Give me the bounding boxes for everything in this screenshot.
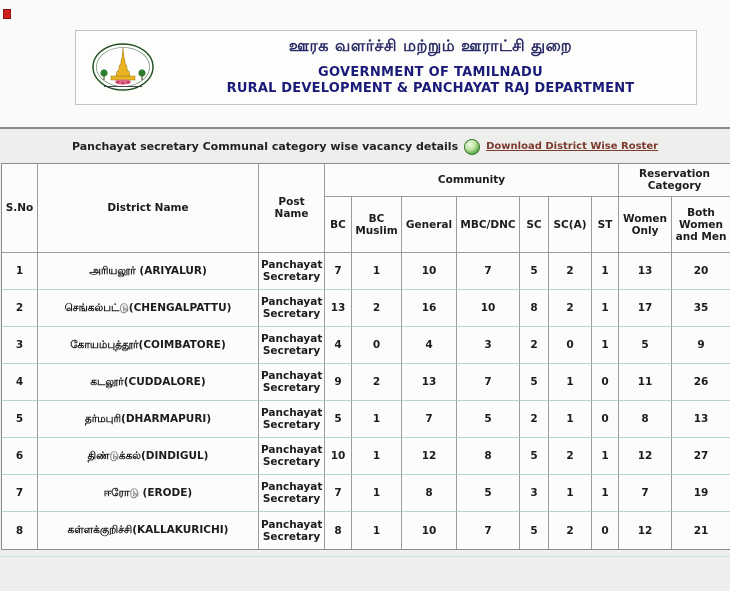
bc-muslim-cell: 1 (352, 401, 402, 438)
sc-cell: 5 (520, 364, 549, 401)
post-name-cell: Panchayat Secretary (259, 401, 325, 438)
sc-a-cell: 1 (549, 364, 592, 401)
post-name-cell: Panchayat Secretary (259, 512, 325, 549)
both-women-and-men-cell: 21 (693, 524, 709, 537)
bc-cell: 7 (325, 475, 352, 512)
col-header-district-name: District Name (38, 164, 259, 253)
header-text-block (171, 35, 690, 97)
district-name-cell: கோயம்புத்தூர்(COIMBATORE) (38, 327, 259, 364)
caption-title: Panchayat secretary Communal category wise vacancy details (71, 140, 459, 153)
tamilnadu-emblem-logo (90, 42, 156, 92)
table-row (2, 364, 730, 401)
bc-cell: 4 (325, 327, 352, 364)
sc-cell: 5 (520, 253, 549, 290)
sc-cell: 2 (520, 327, 549, 364)
bc-muslim-cell: 2 (352, 364, 402, 401)
st-cell: 1 (592, 475, 619, 512)
col-header-sno: S.No (2, 164, 38, 253)
both-women-and-men-cell: 26 (672, 364, 730, 401)
mbc-dnc-cell: 3 (457, 327, 520, 364)
women-only-cell: 17 (619, 290, 672, 327)
general-cell: 12 (402, 438, 457, 475)
sc-cell: 5 (520, 438, 549, 475)
district-name-cell: கடலூர்(CUDDALORE) (38, 364, 259, 401)
sc-a-cell: 2 (549, 438, 592, 475)
both-women-and-men-cell: 20 (672, 253, 730, 290)
bc-muslim-cell: 2 (352, 290, 402, 327)
page-header (75, 30, 697, 105)
sc-a-cell: 2 (549, 253, 592, 290)
table-row (2, 401, 730, 438)
district-name-cell: அரியலூர் (ARIYALUR) (38, 253, 259, 290)
general-cell: 8 (402, 475, 457, 512)
table-header-group-row (2, 164, 730, 197)
district-name-cell: தர்மபுரி(DHARMAPURI) (38, 401, 259, 438)
sc-a-cell: 1 (549, 401, 592, 438)
bc-muslim-cell: 1 (352, 438, 402, 475)
bc-cell: 10 (325, 438, 352, 475)
st-cell: 0 (592, 401, 619, 438)
col-header-post-name: Post Name (259, 164, 325, 253)
general-cell: 10 (402, 512, 457, 549)
bc-muslim-cell: 1 (352, 475, 402, 512)
women-only-cell: 12 (619, 438, 672, 475)
sc-cell: 3 (520, 475, 549, 512)
table-row (2, 438, 730, 475)
sc-a-cell: 2 (549, 290, 592, 327)
sc-cell: 5 (520, 512, 549, 549)
bc-cell: 7 (325, 253, 352, 290)
general-cell: 13 (402, 364, 457, 401)
col-header-bc: BC (325, 197, 352, 253)
women-only-cell: 8 (619, 401, 672, 438)
broken-image-icon (3, 9, 11, 19)
general-cell: 16 (402, 290, 457, 327)
col-header-bc-muslim: BC Muslim (352, 197, 402, 253)
bottom-rule (0, 556, 730, 557)
col-header-general: General (402, 197, 457, 253)
mbc-dnc-cell: 7 (457, 253, 520, 290)
download-district-wise-roster-link[interactable]: Download District Wise Roster (486, 141, 659, 152)
sno-cell: 3 (2, 327, 38, 364)
mbc-dnc-cell: 7 (457, 512, 520, 549)
district-name-cell: செங்கல்பட்டு(CHENGALPATTU) (38, 290, 259, 327)
department-title: RURAL DEVELOPMENT & PANCHAYAT RAJ DEPARTMENT (226, 81, 635, 96)
sno-cell: 5 (2, 401, 38, 438)
general-cell: 10 (402, 253, 457, 290)
sno-cell: 1 (2, 253, 38, 290)
mbc-dnc-cell: 7 (457, 364, 520, 401)
mbc-dnc-cell: 8 (457, 438, 520, 475)
both-women-and-men-cell: 9 (672, 327, 730, 364)
district-name-cell: திண்டுக்கல்(DINDIGUL) (38, 438, 259, 475)
bc-cell: 8 (325, 512, 352, 549)
both-women-and-men-cell: 19 (672, 475, 730, 512)
department-title-tamil: ஊரக வளர்ச்சி மற்றும் ஊராட்சி துறை (288, 36, 573, 55)
post-name-cell: Panchayat Secretary (259, 475, 325, 512)
vacancy-table (1, 163, 730, 550)
table-row (2, 475, 730, 512)
post-name-cell: Panchayat Secretary (259, 290, 325, 327)
st-cell: 0 (592, 364, 619, 401)
post-name-cell: Panchayat Secretary (259, 327, 325, 364)
table-body (2, 253, 730, 549)
mbc-dnc-cell: 5 (457, 475, 520, 512)
bc-muslim-cell: 1 (352, 512, 402, 549)
sc-cell: 2 (520, 401, 549, 438)
sno-cell: 8 (2, 512, 38, 549)
bc-cell: 9 (325, 364, 352, 401)
general-cell: 4 (402, 327, 457, 364)
sno-cell: 4 (2, 364, 38, 401)
st-cell: 1 (592, 327, 619, 364)
table-caption (0, 131, 730, 162)
table-row (2, 327, 730, 364)
both-women-and-men-cell: 13 (672, 401, 730, 438)
st-cell: 1 (592, 253, 619, 290)
col-header-women-only: Women Only (619, 197, 672, 253)
bc-muslim-cell: 1 (352, 253, 402, 290)
post-name-cell: Panchayat Secretary (259, 253, 325, 290)
st-cell: 1 (592, 290, 619, 327)
district-name-cell: ஈரோடு (ERODE) (38, 475, 259, 512)
col-header-st: ST (592, 197, 619, 253)
st-cell: 0 (592, 512, 619, 549)
bc-muslim-cell: 0 (352, 327, 402, 364)
government-title: GOVERNMENT OF TAMILNADU (318, 65, 543, 80)
col-group-community: Community (325, 164, 619, 197)
col-header-mbc-dnc: MBC/DNC (457, 197, 520, 253)
bc-cell: 5 (325, 401, 352, 438)
col-header-sc-a: SC(A) (549, 197, 592, 253)
post-name-cell: Panchayat Secretary (259, 438, 325, 475)
sc-a-cell: 0 (549, 327, 592, 364)
post-name-cell: Panchayat Secretary (259, 364, 325, 401)
table-row (2, 512, 730, 549)
both-women-and-men-cell: 27 (672, 438, 730, 475)
col-header-both-women-and-men: Both Women and Men (672, 197, 730, 253)
col-header-sc: SC (520, 197, 549, 253)
both-women-and-men-cell: 35 (672, 290, 730, 327)
women-only-cell: 13 (619, 253, 672, 290)
table-row (2, 253, 730, 290)
bc-cell: 13 (325, 290, 352, 327)
general-cell: 7 (402, 401, 457, 438)
women-only-cell: 12 (619, 512, 672, 549)
sc-cell: 8 (520, 290, 549, 327)
women-only-cell: 11 (619, 364, 672, 401)
district-name-cell: கள்ளக்குறிச்சி(KALLAKURICHI) (38, 512, 259, 549)
sno-cell: 7 (2, 475, 38, 512)
table-row (2, 290, 730, 327)
women-only-cell: 5 (619, 327, 672, 364)
sno-cell: 6 (2, 438, 38, 475)
sno-cell: 2 (2, 290, 38, 327)
col-group-reservation-category: Reservation Category (619, 164, 730, 197)
mbc-dnc-cell: 5 (457, 401, 520, 438)
green-globe-icon (464, 139, 480, 155)
mbc-dnc-cell: 10 (457, 290, 520, 327)
sc-a-cell: 1 (549, 475, 592, 512)
women-only-cell: 7 (619, 475, 672, 512)
header-divider (0, 127, 730, 129)
sc-a-cell: 2 (549, 512, 592, 549)
st-cell: 1 (592, 438, 619, 475)
